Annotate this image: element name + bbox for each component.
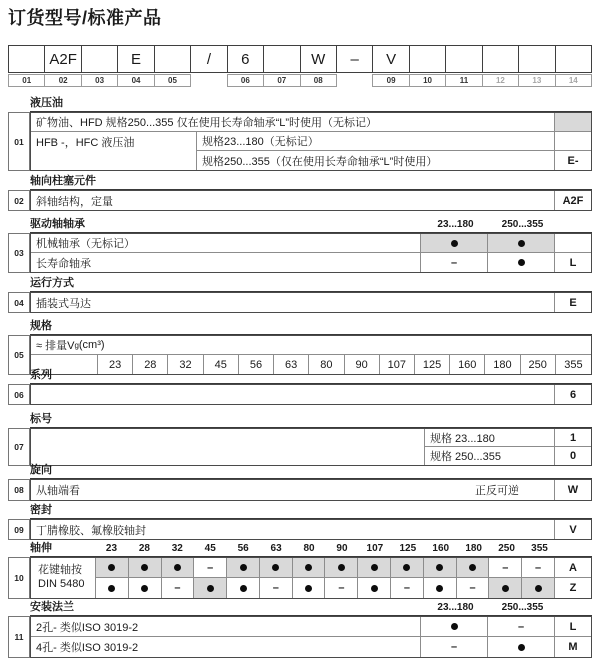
size-cell: 355 — [564, 358, 583, 371]
ordering-code-cell: / — [191, 46, 227, 72]
dot-icon — [141, 585, 148, 592]
availability-cell — [424, 558, 457, 578]
table-cell: 规格250...355（仅在使用长寿命轴承“L”时使用） — [197, 151, 555, 170]
table-cell — [31, 385, 555, 404]
page-title: 订货型号/标准产品 — [8, 8, 162, 28]
shaft-end-table — [30, 557, 592, 599]
section-label-size: 规格 — [30, 320, 592, 335]
dot-icon — [518, 259, 525, 266]
size-cell: 45 — [204, 355, 239, 374]
displacement-subscript: g — [74, 340, 79, 350]
section-label-operation-mode: 运行方式 — [30, 277, 592, 292]
dot-icon — [436, 585, 443, 592]
ordering-code-position: 07 — [263, 74, 300, 87]
ordering-code-cell — [446, 46, 482, 72]
ordering-code-cell: A2F — [45, 46, 81, 72]
dot-icon — [518, 644, 525, 651]
section-label-drive-shaft-bearing — [30, 218, 592, 233]
ordering-code-cell — [410, 46, 446, 72]
dot-icon — [338, 564, 345, 571]
code-cell — [555, 234, 591, 253]
dot-icon — [451, 240, 458, 247]
shaft-type-line1: 花键轴按 — [38, 564, 82, 577]
availability-cell — [129, 558, 162, 578]
ordering-code-positions — [8, 74, 592, 87]
section-label-shaft-end — [30, 542, 592, 557]
section-label-seals: 密封 — [30, 504, 592, 519]
availability-cell — [358, 558, 391, 578]
axial-piston-unit-table — [30, 190, 592, 211]
ordering-code-position: 03 — [81, 74, 118, 87]
table-cell: 长寿命轴承 — [31, 253, 421, 272]
size-cell: 250 — [521, 355, 556, 374]
availability-cell — [162, 558, 195, 578]
column-header-size-large: 250...355 — [501, 219, 544, 230]
ordering-code-position: 02 — [44, 74, 81, 87]
index-table — [30, 428, 592, 466]
availability-cell: – — [522, 558, 555, 578]
code-cell: A2F — [562, 194, 584, 207]
size-cell: 90 — [345, 355, 380, 374]
dot-icon — [371, 564, 378, 571]
dot-icon — [535, 585, 542, 592]
availability-cell — [421, 617, 488, 637]
section-number-07: 07 — [8, 428, 30, 466]
dot-icon — [108, 564, 115, 571]
shaft-type-cell — [31, 558, 96, 598]
displacement-text: ≈ 排量V — [36, 340, 75, 352]
ordering-code-cell — [155, 46, 191, 72]
seals-table — [30, 519, 592, 540]
availability-cell — [457, 558, 490, 578]
ordering-code-cell: E — [118, 46, 154, 72]
code-cell: L — [555, 617, 591, 637]
drive-shaft-bearing-table — [30, 233, 592, 273]
code-cell: V — [569, 523, 577, 536]
ordering-code-cell — [483, 46, 519, 72]
ordering-code-cell: 6 — [228, 46, 264, 72]
availability-cell — [522, 578, 555, 598]
code-cell: 0 — [569, 450, 577, 462]
size-cell: 28 — [133, 355, 168, 374]
section-number-01: 01 — [8, 112, 30, 171]
size-cell: 32 — [168, 355, 203, 374]
availability-cell — [358, 578, 391, 598]
code-cell: M — [568, 641, 578, 653]
series-table — [30, 384, 592, 405]
code-cell: L — [569, 256, 577, 269]
section-label-rotation: 旋向 — [30, 464, 592, 479]
dot-icon — [305, 564, 312, 571]
table-cell — [31, 480, 555, 500]
ordering-code-table — [8, 45, 592, 73]
code-cell: 1 — [555, 429, 591, 447]
rotation-view-text: 从轴端看 — [36, 485, 80, 497]
dot-icon — [174, 564, 181, 571]
ordering-code-position: 14 — [555, 74, 592, 87]
code-cell: Z — [569, 582, 577, 594]
availability-cell: – — [260, 578, 293, 598]
table-cell: 规格23...180（无标记） — [197, 132, 555, 151]
column-header-size-small: 23...180 — [437, 219, 474, 230]
availability-cell: – — [162, 578, 195, 598]
size-cell: 180 — [485, 355, 520, 374]
size-cell: 80 — [309, 355, 344, 374]
size-cell: 63 — [274, 355, 309, 374]
ordering-code-position: 04 — [117, 74, 154, 87]
mounting-flange-table — [30, 616, 592, 658]
table-cell: 插装式马达 — [31, 293, 555, 312]
table-cell: 丁腈橡胶、氟橡胶轴封 — [31, 520, 555, 539]
dot-icon — [305, 585, 312, 592]
column-header-size-small: 23...180 — [437, 602, 474, 613]
ordering-code-position: 08 — [300, 74, 337, 87]
column-header-size: 90 — [336, 543, 348, 554]
size-cell: 160 — [450, 355, 485, 374]
table-cell: 矿物油、HFD 规格250...355 仅在使用长寿命轴承“L”时使用（无标记） — [31, 113, 555, 132]
availability-cell: – — [421, 637, 488, 657]
availability-cell — [489, 578, 522, 598]
rotation-reversible-text: 正反可逆 — [475, 485, 519, 497]
table-cell: 2孔- 类似ISO 3019-2 — [31, 617, 421, 637]
column-header-size: 180 — [465, 543, 482, 554]
availability-cell: – — [194, 558, 227, 578]
availability-cell — [293, 558, 326, 578]
table-cell: 斜轴结构，定量 — [31, 191, 555, 210]
section-label-text: 安装法兰 — [30, 601, 74, 613]
operation-mode-table — [30, 292, 592, 313]
section-label-mounting-flange — [30, 601, 592, 616]
column-header-size-large: 250...355 — [501, 602, 544, 613]
availability-cell: – — [391, 578, 424, 598]
code-cell: E — [569, 296, 577, 309]
section-number-03: 03 — [8, 233, 30, 273]
size-cell: 125 — [415, 355, 450, 374]
dot-icon — [141, 564, 148, 571]
ordering-code-cell — [9, 46, 45, 72]
ordering-code-position: 12 — [482, 74, 519, 87]
availability-cell — [391, 558, 424, 578]
table-cell: 规格 23...180 — [425, 429, 555, 447]
availability-cell — [488, 253, 555, 272]
section-label-series: 系列 — [30, 369, 592, 384]
availability-cell: – — [489, 558, 522, 578]
table-cell: 规格 250...355 — [425, 447, 555, 465]
availability-cell — [325, 558, 358, 578]
ordering-code-cell — [82, 46, 118, 72]
column-header-size: 28 — [138, 543, 150, 554]
availability-cell — [129, 578, 162, 598]
section-number-11: 11 — [8, 616, 30, 658]
displacement-label-cell — [31, 336, 591, 355]
availability-cell — [194, 578, 227, 598]
section-label-axial-piston-unit: 轴向柱塞元件 — [30, 175, 592, 190]
code-cell: 6 — [569, 388, 577, 401]
ordering-code-position: 10 — [409, 74, 446, 87]
table-cell: 机械轴承（无标记） — [31, 234, 421, 253]
ordering-code-position: 05 — [154, 74, 191, 87]
availability-cell: – — [421, 253, 488, 272]
availability-cell — [424, 578, 457, 598]
ordering-code-position: 06 — [227, 74, 264, 87]
code-cell: A — [555, 558, 591, 578]
ordering-code-cell: W — [301, 46, 337, 72]
column-header-size: 160 — [432, 543, 450, 554]
dot-icon — [240, 585, 247, 592]
ordering-code-cell — [264, 46, 300, 72]
availability-cell: – — [457, 578, 490, 598]
availability-cell: – — [325, 578, 358, 598]
section-label-index: 标号 — [30, 413, 592, 428]
section-number-02: 02 — [8, 190, 30, 211]
table-cell: 4孔- 类似ISO 3019-2 — [31, 637, 421, 657]
availability-cell: – — [488, 617, 555, 637]
availability-cell — [421, 234, 488, 253]
code-cell — [555, 113, 591, 132]
column-header-size: 250 — [498, 543, 515, 554]
dot-icon — [518, 240, 525, 247]
hydraulic-fluid-table — [30, 112, 592, 171]
dot-icon — [240, 564, 247, 571]
dot-icon — [371, 585, 378, 592]
dot-icon — [502, 585, 509, 592]
code-cell: W — [567, 484, 579, 496]
table-cell — [31, 429, 425, 465]
dot-icon — [272, 564, 279, 571]
column-header-size: 45 — [204, 543, 216, 554]
dot-icon — [436, 564, 443, 571]
column-header-size: 125 — [399, 543, 417, 554]
dot-icon — [469, 564, 476, 571]
ordering-code-cell — [519, 46, 555, 72]
section-label-hydraulic-fluid: 液压油 — [30, 97, 592, 112]
section-number-04: 04 — [8, 292, 30, 313]
availability-cell — [260, 558, 293, 578]
availability-cell — [96, 578, 129, 598]
table-cell-group: HFB -，HFC 液压油 — [31, 132, 197, 170]
ordering-code-position: 09 — [372, 74, 409, 87]
section-number-08: 08 — [8, 479, 30, 501]
availability-cell — [96, 558, 129, 578]
rotation-table — [30, 479, 592, 501]
size-cell: 107 — [380, 355, 415, 374]
section-number-06: 06 — [8, 384, 30, 405]
size-cell: 23 — [98, 355, 133, 374]
ordering-code-cell: – — [337, 46, 373, 72]
ordering-code-cell — [556, 46, 591, 72]
section-number-10: 10 — [8, 557, 30, 599]
availability-cell — [488, 637, 555, 657]
column-header-size: 80 — [303, 543, 315, 554]
section-label-text: 驱动轴轴承 — [30, 218, 85, 230]
ordering-code-position: 11 — [445, 74, 482, 87]
dot-icon — [403, 564, 410, 571]
ordering-code-cell: V — [373, 46, 409, 72]
column-header-size: 32 — [171, 543, 183, 554]
column-header-size: 63 — [270, 543, 282, 554]
ordering-code-position: 13 — [518, 74, 555, 87]
dot-icon — [108, 585, 115, 592]
displacement-unit: (cm³) — [78, 339, 105, 351]
column-header-size: 107 — [366, 543, 384, 554]
ordering-code-position: 01 — [8, 74, 45, 87]
dot-icon — [451, 623, 458, 630]
section-number-09: 09 — [8, 519, 30, 540]
availability-cell — [293, 578, 326, 598]
dot-icon — [207, 585, 214, 592]
availability-cell — [227, 578, 260, 598]
section-number-05: 05 — [8, 335, 30, 375]
column-header-size: 56 — [237, 543, 249, 554]
code-cell: E- — [567, 154, 579, 167]
column-header-size: 355 — [531, 543, 548, 554]
availability-cell — [488, 234, 555, 253]
size-cell: 56 — [239, 355, 274, 374]
column-header-size: 23 — [105, 543, 118, 554]
shaft-type-line2: DIN 5480 — [38, 578, 85, 590]
availability-cell — [227, 558, 260, 578]
code-cell — [555, 132, 591, 151]
section-label-text: 轴伸 — [30, 542, 52, 554]
